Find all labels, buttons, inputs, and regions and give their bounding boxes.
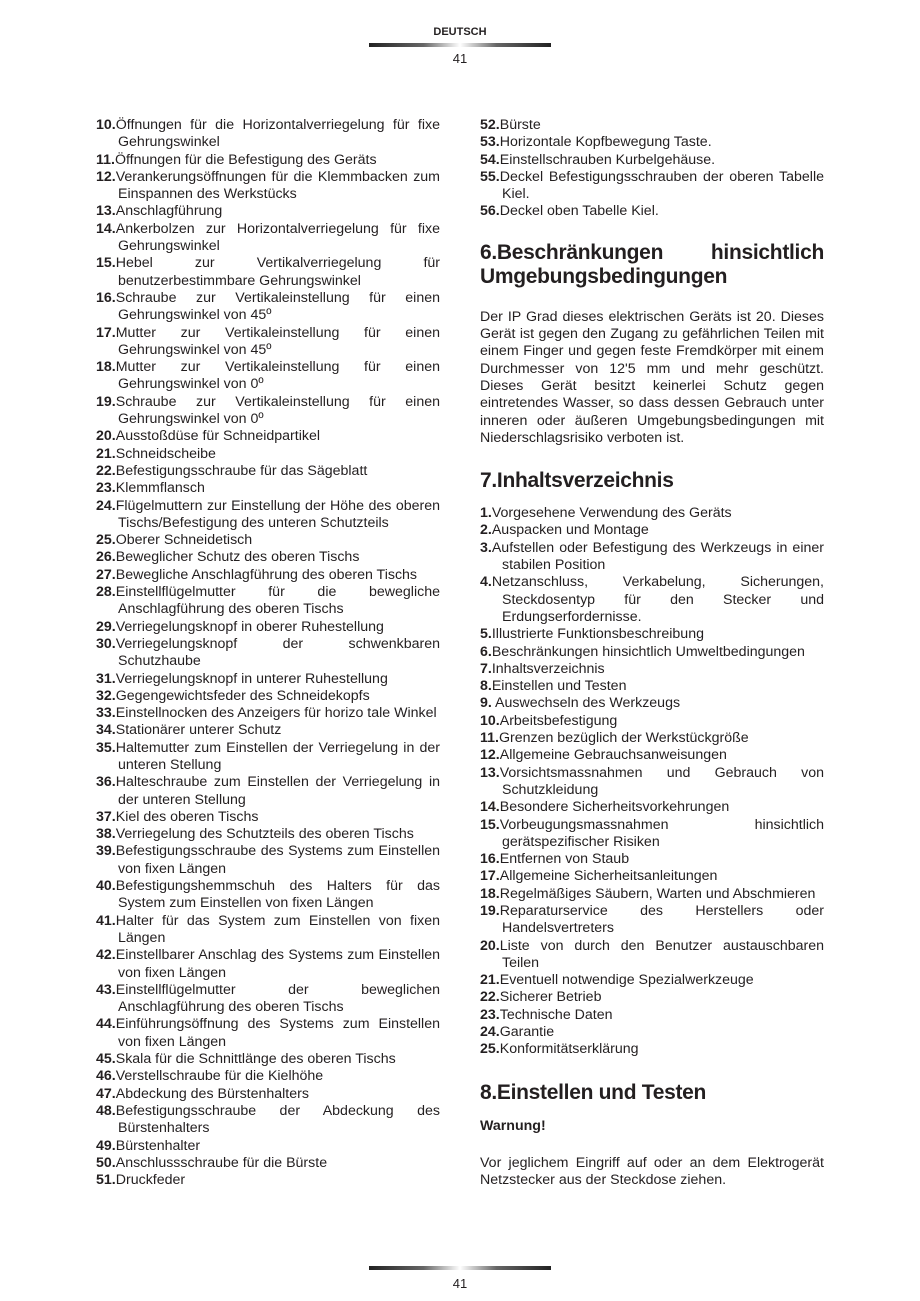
item-text: Deckel oben Tabelle Kiel.	[499, 203, 659, 220]
item-text: Einstellflügelmutter für die bewegliche Anschlagführung des oberen Tischs	[115, 584, 440, 618]
list-item	[96, 982, 440, 1017]
list-item	[480, 522, 824, 539]
item-number: 44.	[96, 1016, 116, 1033]
item-text: Technische Daten	[499, 1006, 613, 1023]
list-item	[480, 169, 824, 204]
item-text: Mutter zur Vertikaleinstellung für einen Gehrungswinkel von 45º	[115, 324, 440, 358]
list-item	[96, 325, 440, 360]
item-number: 13.	[96, 203, 116, 220]
list-item	[96, 290, 440, 325]
item-number: 15.	[96, 255, 116, 272]
item-number: 52.	[480, 117, 500, 133]
list-item	[96, 1086, 440, 1103]
list-item	[480, 747, 824, 764]
item-number: 10.	[480, 712, 500, 729]
list-item	[96, 774, 440, 809]
list-item	[96, 446, 440, 463]
item-number: 48.	[96, 1102, 116, 1119]
item-number: 50.	[96, 1154, 116, 1171]
item-number: 28.	[96, 584, 116, 601]
list-item	[480, 886, 824, 903]
list-item	[96, 1155, 440, 1172]
list-item	[480, 626, 824, 643]
item-text: Vorgesehene Verwendung des Geräts	[491, 505, 732, 522]
list-item	[96, 878, 440, 913]
item-text: Einführungsöffnung des Systems zum Einstellen von fixen Längen	[115, 1016, 440, 1050]
list-item	[96, 532, 440, 549]
item-number: 19.	[480, 902, 500, 919]
item-number: 16.	[480, 851, 500, 868]
item-text: Einstellflügelmutter der beweglichen Anschlagführung des oberen Tischs	[115, 981, 440, 1016]
item-text: Befestigungsschraube des Systems zum Einstellen von fixen Längen	[115, 843, 440, 877]
list-item	[96, 705, 440, 722]
list-item	[96, 1051, 440, 1068]
list-item	[480, 713, 824, 730]
item-text: Allgemeine Gebrauchsanweisungen	[499, 747, 727, 764]
list-item	[480, 1007, 824, 1024]
item-number: 33.	[96, 705, 116, 722]
page-number-bottom: 41	[452, 1276, 468, 1291]
item-text: Ankerbolzen zur Horizontalverriegelung für fixe Gehrungswinkel	[115, 220, 440, 255]
list-item	[96, 1103, 440, 1138]
item-number: 54.	[480, 151, 500, 168]
item-number: 6.	[480, 643, 492, 660]
list-item	[96, 688, 440, 705]
list-item	[480, 1024, 824, 1041]
item-text: Skala für die Schnittlänge des oberen Tischs	[115, 1051, 396, 1068]
item-text: Beschränkungen hinsichtlich Umweltbedingungen	[491, 643, 805, 660]
item-text: Regelmäßiges Säubern, Warten und Abschmieren	[499, 885, 816, 902]
item-number: 8.	[480, 678, 492, 695]
list-item	[96, 203, 440, 220]
item-text: Inhaltsverzeichnis	[491, 660, 605, 677]
list-item	[480, 505, 824, 522]
item-number: 45.	[96, 1051, 116, 1068]
list-item	[480, 540, 824, 575]
item-number: 11.	[480, 730, 499, 747]
item-text: Bürstenhalter	[115, 1137, 201, 1154]
list-item	[480, 152, 824, 169]
item-text: Konformitätserklärung	[499, 1041, 639, 1058]
list-item	[96, 221, 440, 256]
list-item	[96, 463, 440, 480]
item-number: 18.	[480, 885, 500, 902]
item-number: 53.	[480, 134, 500, 151]
list-item	[480, 730, 824, 747]
item-text: Verriegelungsknopf in unterer Ruhestellung	[115, 670, 388, 687]
section-6-title: 6.Beschränkungen hinsichtlich Umgebungsbedingungen	[480, 240, 824, 288]
section-8-text: Vor jeglichem Eingriff auf oder an dem Elektrogerät Netzstecker aus der Steckdose ziehen.	[480, 1154, 824, 1189]
list-item	[96, 255, 440, 290]
list-item	[480, 972, 824, 989]
item-number: 42.	[96, 947, 116, 964]
item-number: 24.	[480, 1024, 500, 1041]
item-text: Beweglicher Schutz des oberen Tischs	[115, 549, 360, 566]
item-text: Liste von durch den Benutzer austauschbaren Teilen	[499, 937, 824, 971]
item-number: 40.	[96, 878, 116, 895]
item-text: Verstellschraube für die Kielhöhe	[115, 1068, 324, 1085]
item-number: 36.	[96, 774, 116, 791]
list-item	[96, 428, 440, 445]
item-text: Anschlagführung	[115, 203, 223, 220]
item-text: Besondere Sicherheitsvorkehrungen	[499, 799, 730, 816]
list-item	[480, 903, 824, 938]
item-text: Schraube zur Vertikaleinstellung für einen Gehrungswinkel von 0º	[115, 393, 440, 428]
item-number: 27.	[96, 566, 116, 583]
item-text: Klemmflansch	[115, 480, 205, 497]
item-text: Befestigungshemmschuh des Halters für das System zum Einstellen von fixen Längen	[115, 878, 440, 912]
parts-list-right	[480, 117, 824, 221]
item-number: 51.	[96, 1172, 116, 1189]
item-text: Halteschraube zum Einstellen der Verriegelung in der unteren Stellung	[115, 774, 440, 808]
list-item	[96, 1016, 440, 1051]
item-number: 21.	[96, 445, 116, 462]
item-text: Einstellschrauben Kurbelgehäuse.	[499, 151, 716, 168]
item-number: 7.	[480, 660, 492, 677]
item-number: 3.	[480, 539, 492, 556]
item-text: Gegengewichtsfeder des Schneidekopfs	[115, 687, 370, 704]
item-number: 4.	[480, 574, 492, 591]
list-item	[480, 1041, 824, 1058]
item-text: Verriegelung des Schutzteils des oberen Tischs	[115, 826, 414, 843]
item-text: Vorsichtsmassnahmen und Gebrauch von Schutzkleidung	[499, 764, 824, 798]
list-item	[96, 1172, 440, 1189]
list-item	[96, 740, 440, 775]
item-text: Garantie	[499, 1024, 555, 1041]
list-item	[480, 817, 824, 852]
list-item	[480, 851, 824, 868]
item-number: 49.	[96, 1137, 116, 1154]
item-number: 23.	[480, 1006, 500, 1023]
list-item	[96, 567, 440, 584]
item-number: 13.	[480, 764, 500, 781]
item-number: 43.	[96, 981, 116, 998]
item-text: Eventuell notwendige Spezialwerkzeuge	[499, 972, 754, 989]
item-text: Öffnungen für die Befestigung des Geräts	[114, 151, 377, 168]
list-item	[480, 134, 824, 151]
item-text: Verankerungsöffnungen für die Klemmbacken zum Einspannen des Werkstücks	[115, 168, 440, 203]
item-text: Befestigungsschraube für das Sägeblatt	[115, 462, 368, 479]
item-text: Bürste	[499, 117, 541, 133]
item-text: Bewegliche Anschlagführung des oberen Tischs	[115, 566, 418, 583]
item-number: 19.	[96, 393, 116, 410]
item-text: Schraube zur Vertikaleinstellung für einen Gehrungswinkel von 45º	[115, 289, 440, 324]
item-number: 18.	[96, 359, 116, 376]
item-number: 23.	[96, 480, 116, 497]
list-item	[480, 661, 824, 678]
item-number: 56.	[480, 203, 500, 220]
item-number: 22.	[96, 462, 116, 479]
list-item	[96, 1138, 440, 1155]
item-number: 17.	[480, 868, 500, 885]
section-8-title: 8.Einstellen und Testen	[480, 1080, 707, 1104]
footer-divider	[369, 1266, 551, 1270]
item-number: 55.	[480, 168, 500, 185]
item-number: 31.	[96, 670, 116, 687]
item-text: Ausstoßdüse für Schneidpartikel	[115, 428, 320, 445]
item-number: 38.	[96, 826, 116, 843]
item-text: Netzanschluss, Verkabelung, Sicherungen, Steckdosentyp für den Stecker und Erdungserfordernisse.	[491, 574, 824, 625]
language-header: DEUTSCH	[433, 26, 487, 38]
item-text: Druckfeder	[115, 1172, 186, 1189]
item-text: Einstellen und Testen	[491, 678, 627, 695]
item-number: 9.	[480, 695, 492, 712]
list-item	[480, 678, 824, 695]
list-item	[480, 765, 824, 800]
item-text: Halter für das System zum Einstellen von fixen Längen	[115, 912, 440, 946]
item-number: 35.	[96, 739, 116, 756]
item-text: Deckel Befestigungsschrauben der oberen Tabelle Kiel.	[499, 168, 824, 203]
item-text: Hebel zur Vertikalverriegelung für benutzerbestimmbare Gehrungswinkel	[115, 255, 440, 289]
item-text: Stationärer unterer Schutz	[115, 722, 282, 739]
list-item	[96, 843, 440, 878]
list-item	[96, 480, 440, 497]
item-number: 41.	[96, 912, 116, 929]
list-item	[96, 584, 440, 619]
list-item	[480, 695, 824, 712]
item-text: Entfernen von Staub	[499, 851, 630, 868]
list-item	[480, 117, 824, 134]
item-number: 17.	[96, 324, 116, 341]
item-text: Illustrierte Funktionsbeschreibung	[491, 626, 704, 643]
item-text: Anschlussschraube für die Bürste	[115, 1154, 328, 1171]
item-number: 12.	[480, 747, 500, 764]
item-text: Befestigungsschraube der Abdeckung des Bürstenhalters	[115, 1102, 440, 1137]
item-text: Einstellnocken des Anzeigers für horizo tale Winkel	[115, 705, 437, 722]
item-text: Allgemeine Sicherheitsanleitungen	[499, 868, 718, 885]
list-item	[96, 722, 440, 739]
list-item	[96, 359, 440, 394]
item-text: Verriegelungsknopf in oberer Ruhestellung	[115, 618, 384, 635]
warning-label: Warnung!	[480, 1117, 546, 1134]
list-item	[96, 498, 440, 533]
item-text: Sicherer Betrieb	[499, 989, 602, 1006]
item-text: Auswechseln des Werkzeugs	[491, 695, 681, 712]
parts-list-left	[96, 117, 440, 1189]
list-item	[96, 619, 440, 636]
item-text: Auspacken und Montage	[491, 522, 649, 539]
item-text: Vorbeugungsmassnahmen hinsichtlich gerätspezifischer Risiken	[499, 816, 824, 850]
item-number: 20.	[96, 428, 116, 445]
item-text: Grenzen bezüglich der Werkstückgröße	[498, 730, 749, 747]
list-item	[96, 152, 440, 169]
item-number: 20.	[480, 937, 500, 954]
list-item	[480, 938, 824, 973]
header-divider	[369, 43, 551, 47]
list-item	[480, 644, 824, 661]
list-item	[96, 826, 440, 843]
item-number: 10.	[96, 117, 116, 133]
list-item	[96, 117, 440, 152]
item-number: 12.	[96, 168, 116, 185]
item-number: 5.	[480, 626, 492, 643]
list-item	[480, 574, 824, 626]
item-number: 22.	[480, 989, 500, 1006]
item-number: 26.	[96, 549, 116, 566]
list-item	[480, 799, 824, 816]
section-6-text: Der IP Grad dieses elektrischen Geräts ist 20. Dieses Gerät ist gegen den Zugang zu gefährlichen Teilen mit einem Finger und gegen feste Fremdkörper mit einem Durchmesser von 12'5 mm und mehr geschützt. Dieses Gerät besitzt keinerlei Schutz gegen eintretendes Wasser, so dass dessen Gebrauch unter inneren oder äußeren Umgebungsbedingungen mit Niederschlagsrisiko verboten ist.	[480, 308, 824, 446]
item-text: Öffnungen für die Horizontalverriegelung für fixe Gehrungswinkel	[115, 117, 440, 151]
list-item	[480, 203, 824, 220]
item-number: 46.	[96, 1068, 116, 1085]
list-item	[96, 913, 440, 948]
list-item	[480, 989, 824, 1006]
table-of-contents	[480, 505, 824, 1059]
item-text: Oberer Schneidetisch	[115, 532, 253, 549]
list-item	[96, 169, 440, 204]
section-7-title: 7.Inhaltsverzeichnis	[480, 469, 674, 493]
item-text: Kiel des oberen Tischs	[115, 808, 259, 825]
list-item	[96, 636, 440, 671]
item-number: 16.	[96, 289, 116, 306]
item-text: Verriegelungsknopf der schwenkbaren Schutzhaube	[115, 635, 440, 670]
item-number: 37.	[96, 808, 116, 825]
list-item	[96, 809, 440, 826]
item-number: 15.	[480, 816, 500, 833]
item-number: 14.	[480, 799, 500, 816]
item-number: 25.	[96, 532, 116, 549]
item-number: 47.	[96, 1085, 116, 1102]
item-number: 32.	[96, 687, 116, 704]
item-text: Einstellbarer Anschlag des Systems zum Einstellen von fixen Längen	[115, 947, 440, 981]
item-number: 39.	[96, 843, 116, 860]
list-item	[96, 671, 440, 688]
item-number: 29.	[96, 618, 116, 635]
item-text: Aufstellen oder Befestigung des Werkzeugs in einer stabilen Position	[491, 539, 824, 574]
item-number: 1.	[480, 505, 492, 522]
item-number: 25.	[480, 1041, 500, 1058]
list-item	[480, 868, 824, 885]
item-number: 14.	[96, 220, 116, 237]
item-text: Flügelmuttern zur Einstellung der Höhe des oberen Tischs/Befestigung des unteren Schutzteils	[115, 497, 440, 531]
item-text: Arbeitsbefestigung	[499, 712, 618, 729]
item-number: 30.	[96, 635, 116, 652]
list-item	[96, 947, 440, 982]
right-column	[480, 117, 824, 1190]
page-number-top: 41	[452, 51, 468, 66]
item-number: 34.	[96, 722, 116, 739]
list-item	[96, 549, 440, 566]
item-text: Reparaturservice des Herstellers oder Handelsvertreters	[499, 902, 824, 937]
item-number: 21.	[480, 972, 500, 989]
item-text: Abdeckung des Bürstenhalters	[115, 1085, 309, 1102]
item-number: 11.	[96, 151, 115, 168]
list-item	[96, 394, 440, 429]
item-text: Horizontale Kopfbewegung Taste.	[499, 134, 712, 151]
item-text: Schneidscheibe	[115, 445, 216, 462]
item-text: Mutter zur Vertikaleinstellung für einen Gehrungswinkel von 0º	[115, 359, 440, 393]
item-number: 2.	[480, 522, 492, 539]
item-text: Haltemutter zum Einstellen der Verriegelung in der unteren Stellung	[115, 739, 440, 773]
list-item	[96, 1068, 440, 1085]
item-number: 24.	[96, 497, 116, 514]
